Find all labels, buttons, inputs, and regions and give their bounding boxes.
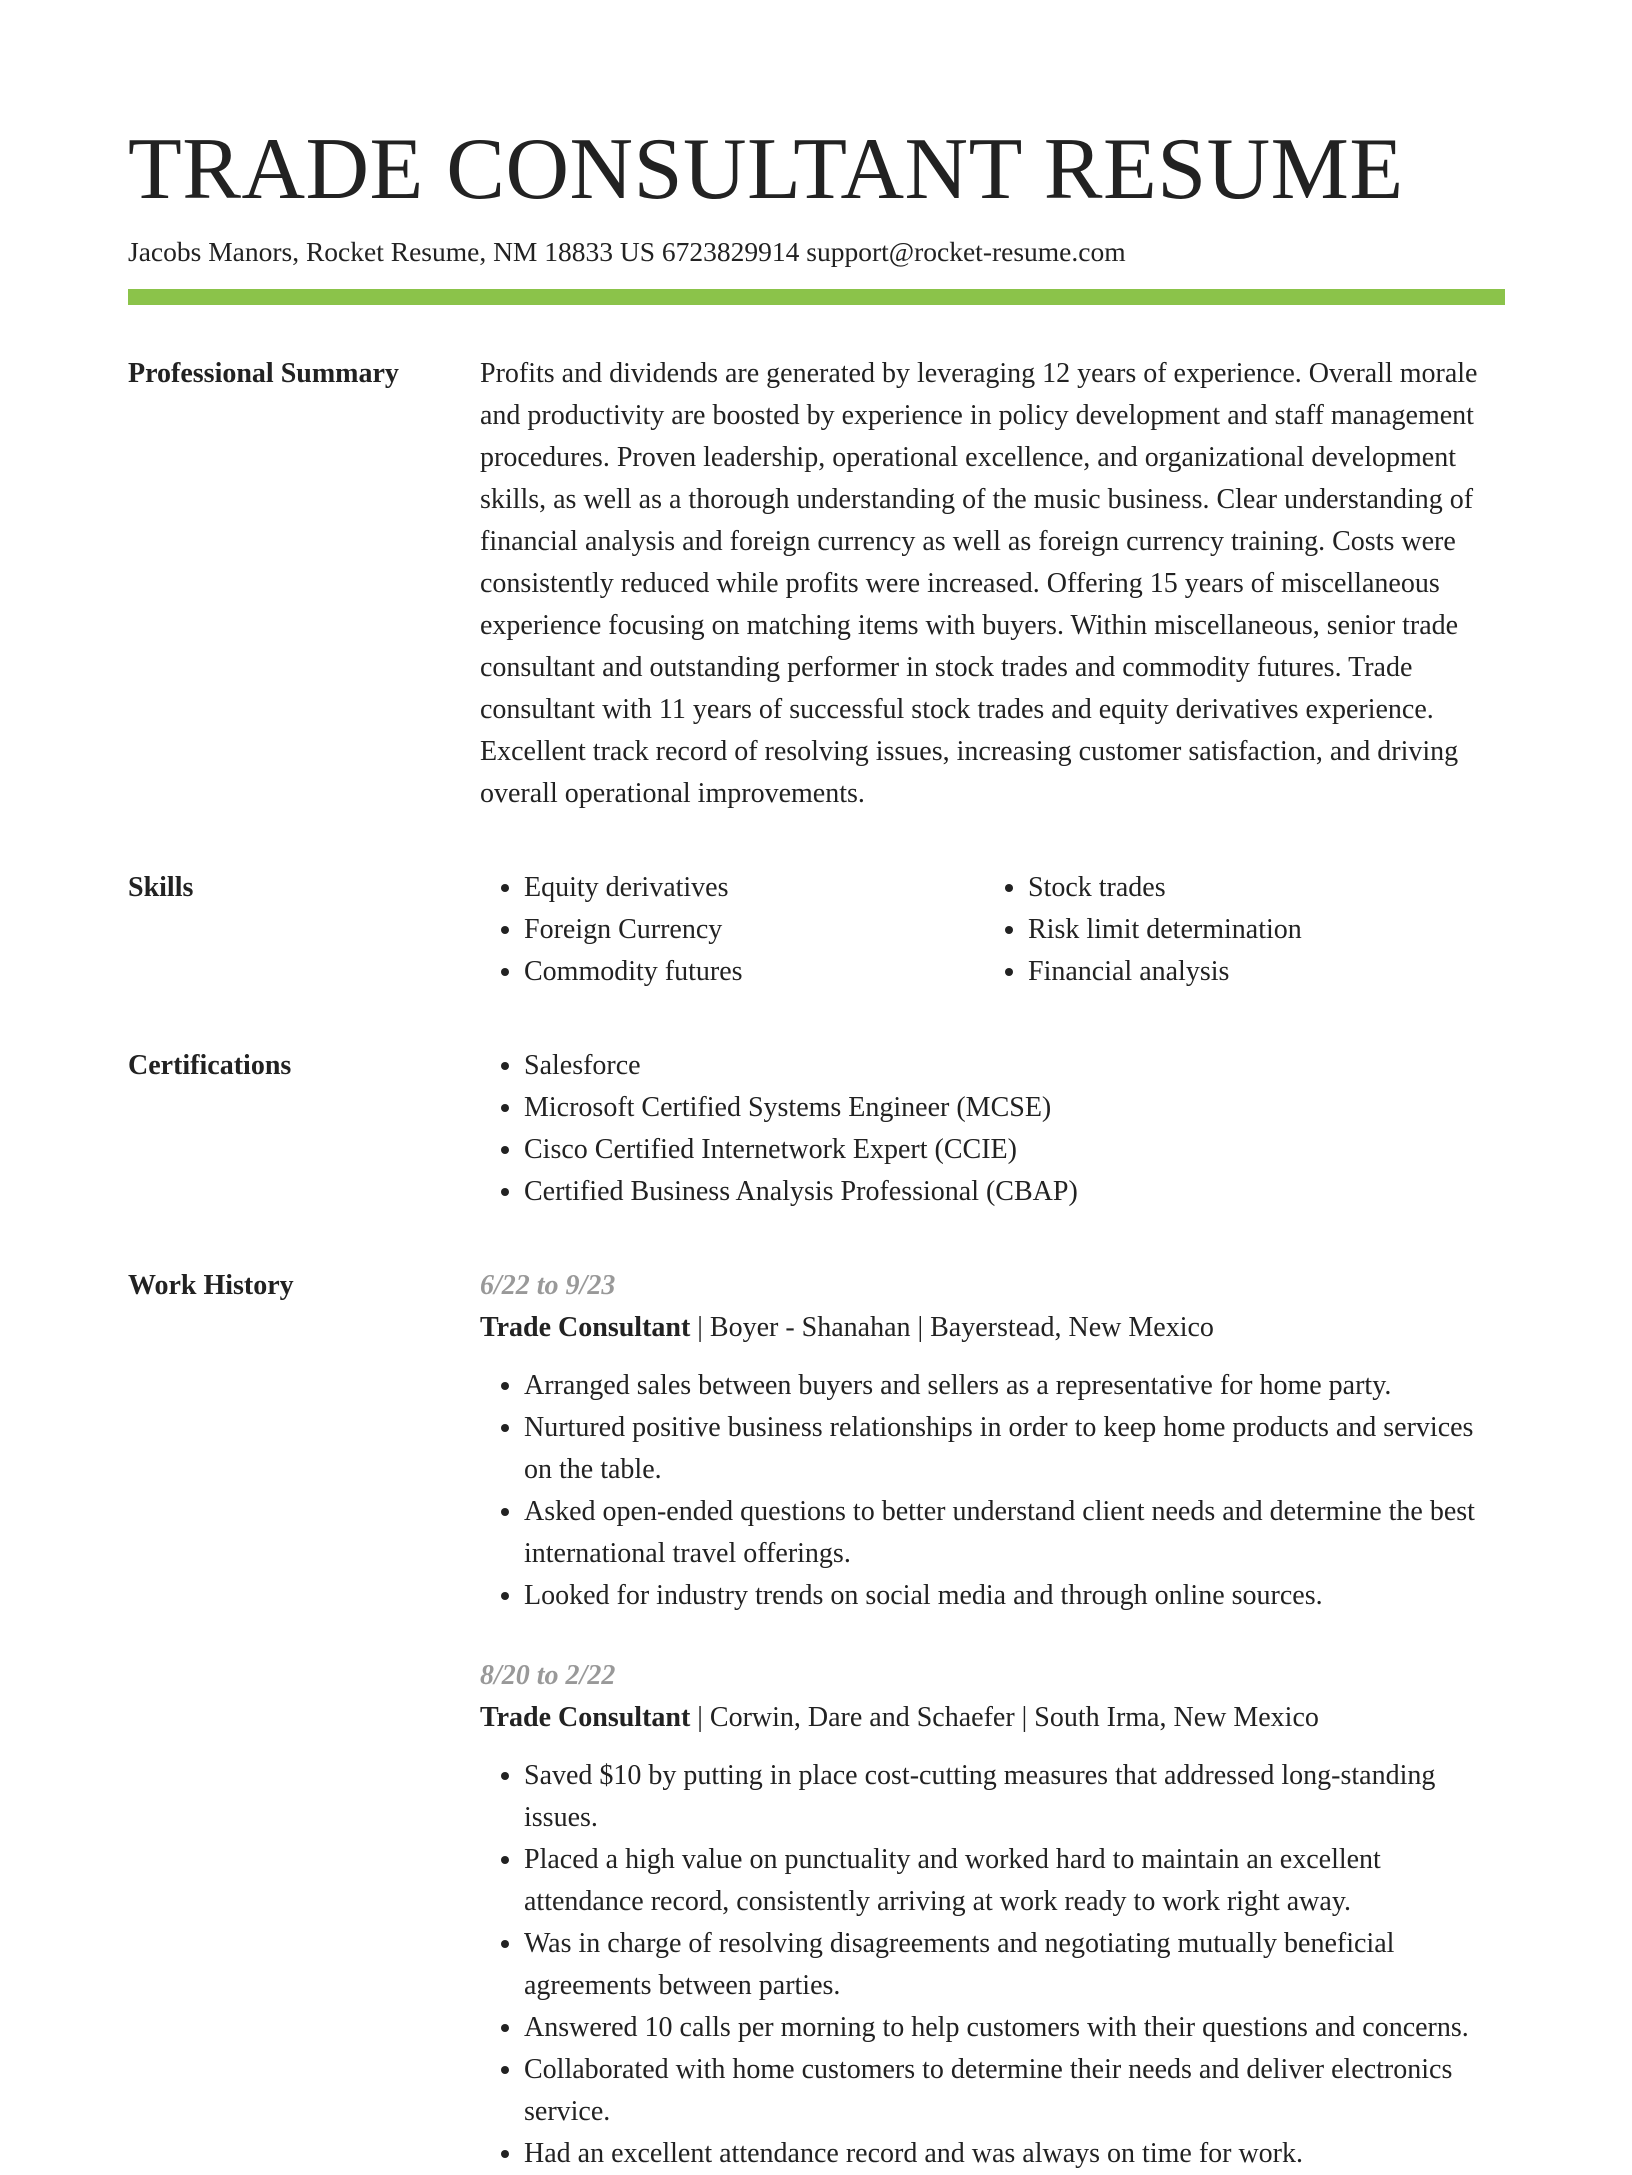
job-dates: 6/22 to 9/23 (480, 1270, 616, 1301)
job-bullet: • Saved $10 by putting in place cost-cutting measures that addressed long-standing issues. (524, 1755, 1505, 1839)
certification-item: • Salesforce (524, 1045, 1505, 1087)
job-bullets (480, 1755, 1505, 2175)
job-entry (480, 1265, 1505, 1617)
skill-item: • Commodity futures (524, 951, 984, 993)
job-title: Trade Consultant (480, 1312, 691, 1343)
certifications-list (480, 1045, 1505, 1213)
skill-item: • Stock trades (1028, 867, 1505, 909)
skills-list-left (480, 867, 984, 993)
job-bullet: • Asked open-ended questions to better understand client needs and determine the best international travel offerings. (524, 1491, 1505, 1575)
skill-item: • Equity derivatives (524, 867, 984, 909)
section-label-certifications: Certifications (128, 1050, 292, 1081)
summary-text: Profits and dividends are generated by leveraging 12 years of experience. Overall morale and productivity are boosted by experience in policy development and staff management procedures. Proven leadership, operational excellence, and organizational development skills, as well as a thorough understanding of the music business. Clear understanding of financial analysis and foreign currency as well as foreign currency training. Costs were consistently reduced while profits were increased. Offering 15 years of miscellaneous experience focusing on matching items with buyers. Within miscellaneous, senior trade consultant and outstanding performer in stock trades and commodity futures. Trade consultant with 11 years of successful stock trades and equity derivatives experience. Excellent track record of resolving issues, increasing customer satisfaction, and driving overall operational improvements. (480, 358, 1478, 809)
skill-item: • Financial analysis (1028, 951, 1505, 993)
contact-line: Jacobs Manors, Rocket Resume, NM 18833 US 6723829914 support@rocket-resume.com (128, 236, 1126, 267)
job-role-line (480, 1307, 1505, 1349)
job-dates: 8/20 to 2/22 (480, 1660, 616, 1691)
skills-list-right (984, 867, 1505, 993)
summary-section (128, 353, 1505, 815)
section-label-work-history: Work History (128, 1270, 294, 1301)
certification-item: • Certified Business Analysis Professional (CBAP) (524, 1171, 1505, 1213)
work-history-section (128, 1265, 1505, 2175)
skills-section (128, 867, 1505, 993)
job-bullet: • Had an excellent attendance record and was always on time for work. (524, 2133, 1505, 2175)
resume-header (128, 0, 1505, 305)
job-bullet: • Arranged sales between buyers and sellers as a representative for home party. (524, 1365, 1505, 1407)
section-label-skills: Skills (128, 872, 194, 903)
job-bullet: • Collaborated with home customers to determine their needs and deliver electronics service. (524, 2049, 1505, 2133)
certification-item: • Cisco Certified Internetwork Expert (CCIE) (524, 1129, 1505, 1171)
job-entry (480, 1655, 1505, 2175)
resume-title: TRADE CONSULTANT RESUME (128, 121, 1404, 218)
job-details: | Boyer - Shanahan | Bayerstead, New Mexico (690, 1312, 1214, 1343)
job-bullet: • Nurtured positive business relationships in order to keep home products and services on the table. (524, 1407, 1505, 1491)
job-bullet: • Answered 10 calls per morning to help customers with their questions and concerns. (524, 2007, 1505, 2049)
skill-item: • Risk limit determination (1028, 909, 1505, 951)
header-divider (128, 289, 1505, 305)
job-role-line (480, 1697, 1505, 1739)
job-bullets (480, 1365, 1505, 1617)
certification-item: • Microsoft Certified Systems Engineer (MCSE) (524, 1087, 1505, 1129)
job-bullet: • Placed a high value on punctuality and worked hard to maintain an excellent attendance record, consistently arriving at work ready to work right away. (524, 1839, 1505, 1923)
job-details: | Corwin, Dare and Schaefer | South Irma, New Mexico (690, 1702, 1319, 1733)
certifications-section (128, 1045, 1505, 1213)
section-label-summary: Professional Summary (128, 358, 399, 389)
skill-item: • Foreign Currency (524, 909, 984, 951)
job-bullet: • Looked for industry trends on social media and through online sources. (524, 1575, 1505, 1617)
job-title: Trade Consultant (480, 1702, 691, 1733)
job-bullet: • Was in charge of resolving disagreements and negotiating mutually beneficial agreements between parties. (524, 1923, 1505, 2007)
